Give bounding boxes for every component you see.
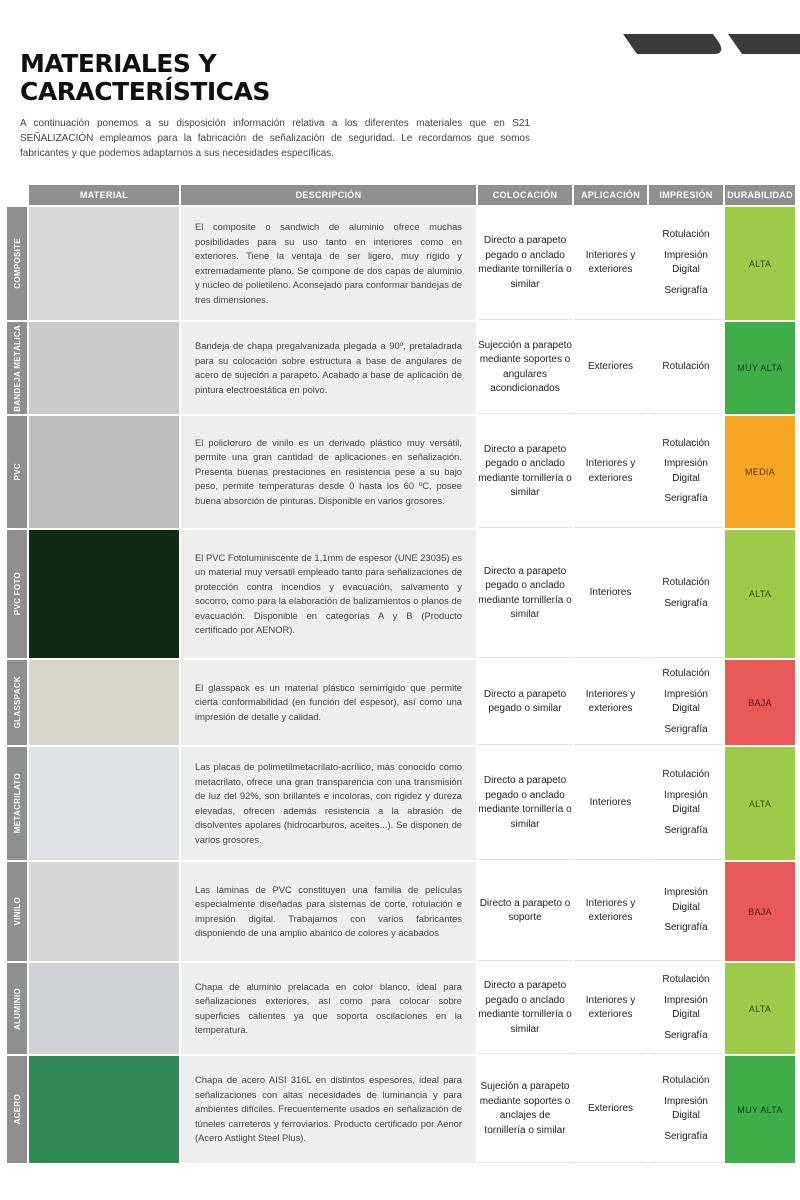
impresion-item: Rotulación [662,577,710,588]
material-label: METACRILATO [12,773,22,834]
description-cell [181,207,476,320]
durabilidad-badge [725,416,795,528]
impresion-cell [649,747,723,860]
description-text: El policloruro de vinilo es un derivado plástico muy versátil, permite una gran cantidad de aplicaciones en señalización. Presenta buenas prestaciones en resistencia pese a su bajo peso, permite temperaturas desde 0 hasta los 60 ºC, posee buena absorción de pinturas. Disponible en varios grosores. [195,436,462,506]
aplicacion-text: Interiores y exteriores [585,897,636,923]
colocacion-cell [478,862,572,961]
aplicacion-cell [574,963,647,1054]
description-cell [181,660,476,745]
aplicacion-text: Interiores y exteriores [585,994,636,1020]
colocacion-text: Directo a parapeto pegado o anclado mediante tornillería o similar [478,980,572,1035]
impresion-cell [649,862,723,961]
colocacion-text: Directo a parapeto pegado o anclado mediante tornillería o similar [478,565,572,620]
material-photo [29,862,179,961]
material-label-cell [7,530,27,658]
aplicacion-text: Interiores [589,587,632,599]
impresion-item: Serigrafía [664,922,708,934]
colocacion-cell [478,747,572,860]
impresion-item: Rotulación [662,769,710,780]
material-label: PVC [12,463,22,481]
impresion-item: Impresión Digital [664,994,708,1020]
material-label-cell [7,660,27,745]
colocacion-cell [478,963,572,1054]
material-label: ALUMINIO [12,987,22,1030]
intro-paragraph: A continuación ponemos a su disposición información relativa a los diferentes materiales que en S21 SEÑALIZACIÓN empleamos para la fabricación de señalización de seguridad. Le recordamos que somos fabricantes y que podemos adaptarnos a sus necesidades específicas. [20,118,530,159]
impresion-item: Rotulación [662,974,710,985]
table-body [7,207,797,1163]
colocacion-cell [478,416,572,528]
aplicacion-cell [574,207,647,320]
impresion-item: Rotulación [662,437,710,449]
description-cell [181,416,476,528]
material-photo [29,747,179,860]
material-label: ACERO [12,1094,22,1125]
impresion-item: Serigrafía [664,493,708,504]
colocacion-cell [478,322,572,414]
durabilidad-badge [725,207,795,320]
material-label: VINILO [12,897,22,926]
impresion-item: Impresión Digital [664,688,708,714]
colocacion-text: Sujección a parapeto mediante soportes o angulares acondicionados [478,339,572,394]
impresion-item: Serigrafía [664,723,708,735]
header-descripcion: DESCRIPCIÓN [181,185,476,205]
impresion-item: Impresión Digital [664,789,708,815]
table-row [7,322,797,414]
impresion-cell [649,530,723,658]
aplicacion-cell [574,416,647,528]
description-text: Las láminas de PVC constituyen una familia de películas especialmente diseñadas para sistemas de corte, rotulación e impresión digital. Trabajamos con varios fabricantes disponiendo de una amplio abanico de colores y acabados [195,883,462,938]
aplicacion-text: Interiores y exteriores [585,688,636,714]
durabilidad-text: MUY ALTA [737,363,783,373]
material-label-cell [7,207,27,320]
colocacion-cell [478,660,572,745]
impresion-item: Impresión Digital [664,458,708,484]
durabilidad-badge [725,963,795,1054]
colocacion-text: Directo a parapeto pegado o similar [483,688,567,714]
durabilidad-badge [725,660,795,745]
durabilidad-badge [725,1056,795,1163]
header-material: MATERIAL [29,185,179,205]
description-cell [181,963,476,1054]
material-label: GLASSPACK [12,676,22,729]
colocacion-cell [478,207,572,320]
impresion-item: Rotulación [662,229,710,240]
aplicacion-cell [574,660,647,745]
header-aplicacion: APLICACIÓN [574,185,647,205]
colocacion-cell [478,530,572,658]
description-text: El glasspack es un material plástico semirrigido que permite cierta conformabilidad (en función del espesor), así como una impresión de detalle y calidad. [195,681,462,722]
material-label-cell [7,416,27,528]
impresion-item: Serigrafía [664,824,708,836]
impresion-item: Impresión Digital [664,887,708,913]
corner-stripe-decoration-2 [728,34,800,54]
impresion-cell [649,416,723,528]
table-row [7,747,797,860]
colocacion-text: Directo a parapeto pegado o anclado mediante tornillería o similar [478,235,572,290]
impresion-cell [649,1056,723,1163]
description-cell [181,862,476,961]
table-row [7,1056,797,1163]
impresion-cell [649,322,723,414]
description-text: Chapa de acero AISI 316L en distintos espesores, ideal para señalizaciones con altas necesidades de luminancia y para ambientes difíciles. Frecuentemente usados en señalización de túneles carreteros y ferroviarios. Producto certificado por Aenor (Acero Astlight Steel Plus). [195,1074,462,1144]
table-row [7,862,797,961]
header-impresion: IMPRESIÓN [649,185,723,205]
description-cell [181,322,476,414]
colocacion-text: Directo a parapeto pegado o anclado mediante tornillería o similar [478,775,572,830]
table-row [7,963,797,1054]
table-row [7,416,797,528]
durabilidad-text: MEDIA [744,467,775,477]
aplicacion-text: Interiores y exteriores [585,249,636,275]
impresion-item: Rotulación [662,361,710,373]
durabilidad-text: MUY ALTA [737,1104,783,1115]
impresion-item: Serigrafía [664,1130,708,1142]
aplicacion-cell [574,747,647,860]
table-row [7,660,797,745]
aplicacion-cell [574,322,647,414]
impresion-cell [649,660,723,745]
impresion-item: Impresión Digital [664,1095,708,1121]
durabilidad-badge [725,530,795,658]
material-label-cell [7,862,27,961]
durabilidad-badge [725,862,795,961]
description-cell [181,530,476,658]
aplicacion-cell [574,530,647,658]
title-line-1: MATERIALES Y [20,49,217,78]
impresion-item: Rotulación [662,1075,710,1086]
description-text: Bandeja de chapa pregalvanizada plegada a 90º, pretaladrada para su colocación sobre estructura a base de angulares de acero de sujeción a parapeto. Acabado a base de aplicación de pintura electroestática en polvo. [195,340,462,395]
aplicacion-cell [574,862,647,961]
page-header [20,50,580,161]
description-text: El PVC Fotoluminiscente de 1,1mm de espesor (UNE 23035) es un material muy versatil empleado tanto para señalizaciones de protección contra incendios y evacuación, salvamento y socorro, como para la elaboración de balizamientos o planos de evacuación. Disponible en categorías A y B (Producto certificado por AENOR). [195,551,462,635]
material-label-cell [7,747,27,860]
description-text: El composite o sandwich de aluminio ofrece muchas posibilidades para su uso tanto en interiores como en exteriores. Tiene la ventaja de ser ligero, muy rígido y extremadamente plano. Se compone de dos capas de aluminio y núcleo de polietileno. Aconsejado para conformar bandejas de tres dimensiones. [195,221,462,305]
description-cell [181,1056,476,1163]
colocacion-cell [478,1056,572,1163]
material-photo [29,1056,179,1163]
title-line-2: CARACTERÍSTICAS [20,77,270,106]
colocacion-text: Sujeción a parapeto mediante soportes o anclajes de tornillería o similar [479,1081,571,1136]
durabilidad-badge [725,322,795,414]
aplicacion-text: Exteriores [587,1102,633,1114]
material-label: PVC FOTO [12,572,22,616]
header-colocacion: COLOCACIÓN [478,185,572,205]
durabilidad-text: ALTA [748,798,772,809]
materials-table [7,185,797,1163]
durabilidad-text: ALTA [748,1003,772,1014]
material-label: COMPOSITE [12,238,22,289]
description-text: Las placas de polimetilmetacrilato-acrílico, más conocido como metacrilato, ofrece una gran transparencia con una transmisión de luz del 92%, son brillantes e incoloras, con rigidez y dureza elevadas, ofrecen además resistencia a la abrasión de disolventes apolares (hidrocarburos, aceites...). Se disponen de varios grosores. [195,761,462,845]
material-label: BANDEJA METÁLICA [12,324,22,412]
material-label-cell [7,1056,27,1163]
impresion-item: Serigrafía [664,1029,708,1041]
aplicacion-text: Interiores y exteriores [585,458,636,484]
aplicacion-cell [574,1056,647,1163]
description-text: Chapa de aluminio prelacada en color blanco, ideal para señalizaciones exteriores, así como para colocar sobre superficies calientes ya que soporta oscilaciones en la temperatura. [195,980,462,1035]
durabilidad-badge [725,747,795,860]
aplicacion-text: Exteriores [587,361,633,373]
material-photo [29,322,179,414]
durabilidad-text: ALTA [748,589,772,599]
corner-stripe-decoration [623,34,727,54]
durabilidad-text: ALTA [748,258,772,269]
table-row [7,530,797,658]
impresion-cell [649,963,723,1054]
material-photo [29,530,179,658]
material-label-cell [7,963,27,1054]
material-photo [29,963,179,1054]
impresion-item: Rotulación [662,668,710,679]
impresion-item: Impresión Digital [664,249,708,275]
table-header [7,185,797,205]
aplicacion-text: Interiores [589,796,632,808]
impresion-cell [649,207,723,320]
material-photo [29,660,179,745]
table-row [7,207,797,320]
material-photo [29,416,179,528]
page-title [20,50,580,106]
colocacion-text: Directo a parapeto pegado o anclado mediante tornillería o similar [478,443,572,498]
durabilidad-text: BAJA [748,697,772,708]
colocacion-text: Directo a parapeto o soporte [479,897,571,923]
impresion-item: Serigrafía [664,597,708,609]
header-durabilidad: DURABILIDAD [725,185,795,205]
durabilidad-text: BAJA [748,906,772,917]
description-cell [181,747,476,860]
material-label-cell [7,322,27,414]
header-corner [7,185,27,205]
impresion-item: Serigrafía [664,284,708,296]
material-photo [29,207,179,320]
